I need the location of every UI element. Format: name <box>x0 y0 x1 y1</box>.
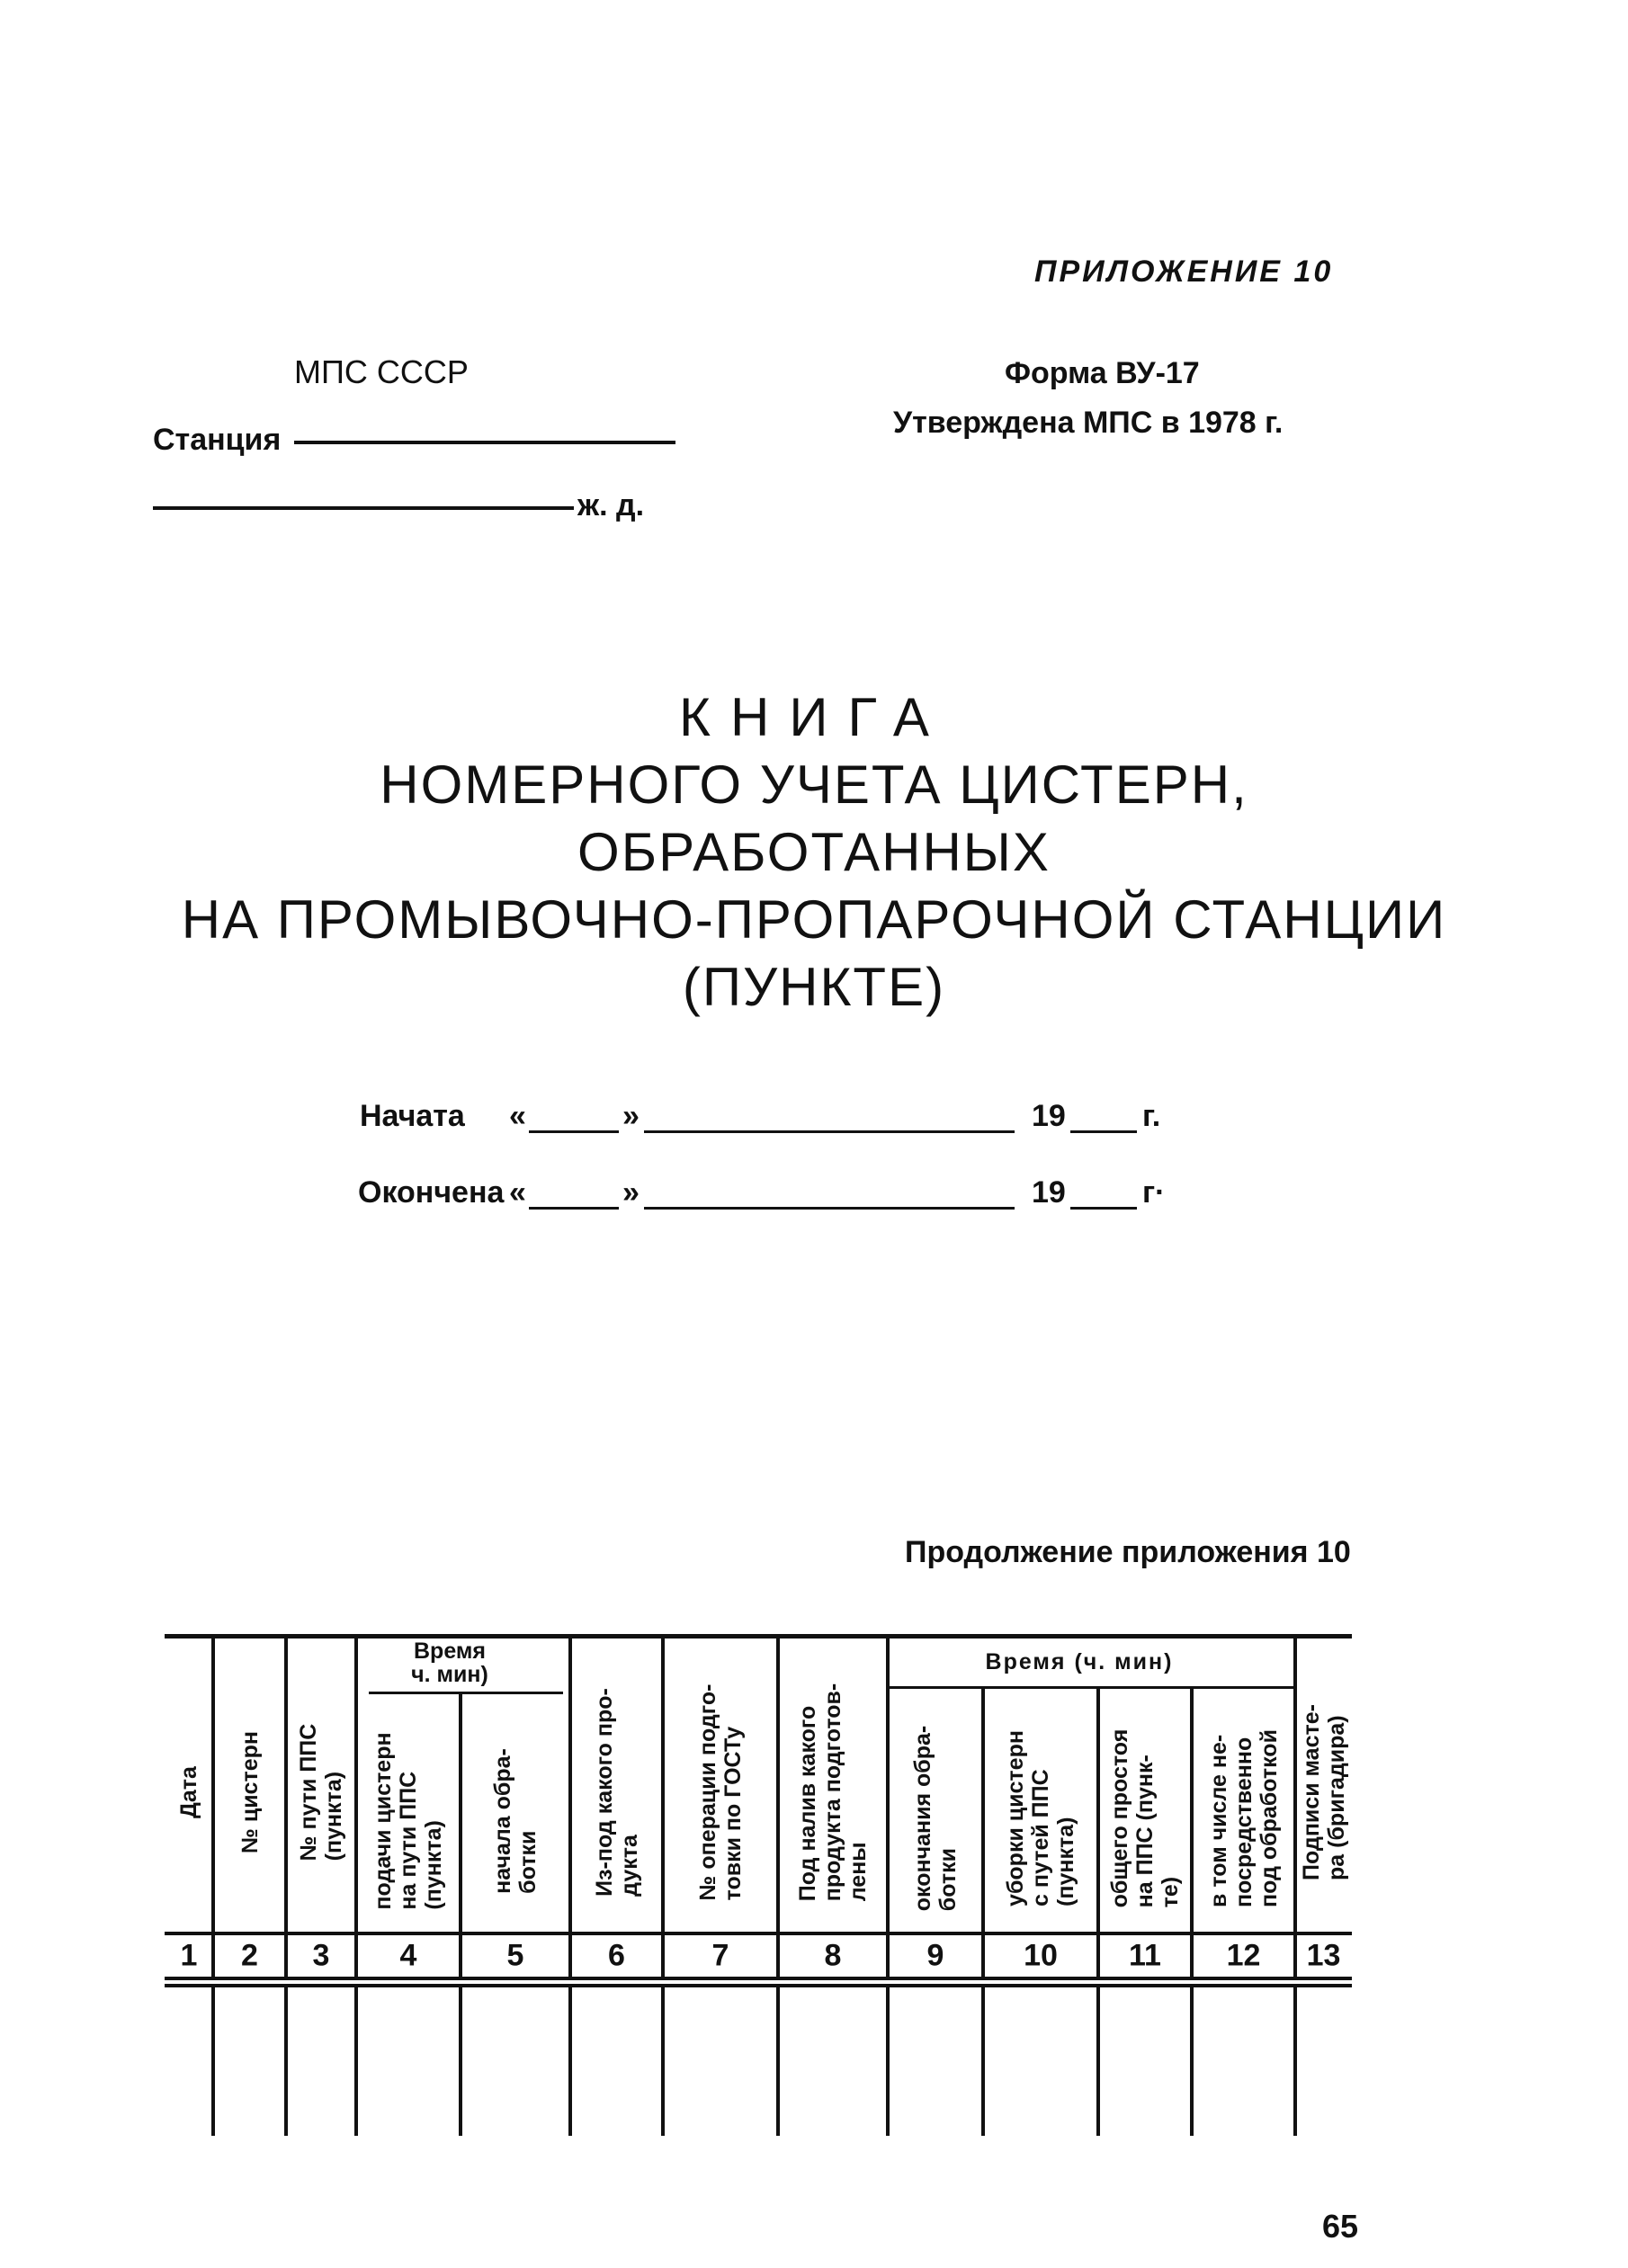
column-header-line: под обработкой <box>1256 1728 1282 1907</box>
column-header-5 <box>490 1748 541 1894</box>
title-line-5: (ПУНКТЕ) <box>682 957 946 1017</box>
column-separator-header <box>354 1634 358 1932</box>
column-number-2: 2 <box>241 1938 258 1973</box>
column-separator-header <box>568 1634 572 1932</box>
column-header-line: дукта <box>616 1834 642 1897</box>
column-number-3: 3 <box>312 1938 330 1973</box>
column-separator-number <box>354 1933 358 1978</box>
column-separator-number <box>886 1933 890 1978</box>
time-group-1-header <box>411 1639 488 1686</box>
column-header-4 <box>371 1732 446 1909</box>
column-number-11: 11 <box>1129 1938 1161 1973</box>
column-separator-number <box>981 1933 985 1978</box>
finished-year-suffix: г· <box>1142 1175 1166 1210</box>
column-header-line: посредственно <box>1230 1737 1257 1907</box>
group2-rule <box>889 1686 1295 1689</box>
started-open-quote: « <box>509 1099 526 1133</box>
column-header-line: товки по ГОСТу <box>720 1726 746 1900</box>
column-header-line: № пути ППС <box>296 1723 321 1861</box>
table-body-cell[interactable] <box>463 1986 568 2136</box>
time-group-2-header: Время (ч. мин) <box>985 1649 1174 1674</box>
column-header-line: № операции подго- <box>695 1683 720 1900</box>
column-separator-header <box>211 1634 215 1932</box>
column-separator-body <box>886 1986 890 2136</box>
finished-close-quote: » <box>622 1175 640 1210</box>
table-body-cell[interactable] <box>890 1986 980 2136</box>
column-header-line: ботки <box>515 1830 541 1894</box>
finished-open-quote: « <box>509 1175 526 1210</box>
column-header-line: (пункта) <box>1053 1817 1078 1906</box>
column-header-line: Дата <box>176 1765 201 1818</box>
column-separator-body <box>1096 1986 1100 2136</box>
column-separator-header <box>1190 1686 1194 1932</box>
column-header-line: Под налив какого <box>795 1705 820 1901</box>
column-separator-header <box>776 1634 780 1932</box>
column-separator-number <box>1190 1933 1194 1978</box>
time-group-1-line-2: ч. мин) <box>411 1662 488 1687</box>
column-header-line: общего простоя <box>1107 1728 1132 1907</box>
column-header-line: на пути ППС <box>396 1771 421 1910</box>
column-header-line: начала обра- <box>490 1747 515 1894</box>
column-separator-number <box>1293 1933 1297 1978</box>
finished-year-prefix: 19 <box>1032 1175 1066 1210</box>
column-header-line: продукта подготов- <box>820 1683 845 1901</box>
column-number-1: 1 <box>180 1938 198 1973</box>
column-separator-body <box>568 1986 572 2136</box>
column-number-6: 6 <box>608 1938 625 1973</box>
column-separator-header <box>1096 1686 1100 1932</box>
column-header-line: (пункта) <box>421 1819 446 1910</box>
column-separator-number <box>776 1933 780 1978</box>
table-body-cell[interactable] <box>1298 1986 1349 2136</box>
column-header-9 <box>910 1725 961 1910</box>
column-separator-body <box>776 1986 780 2136</box>
column-header-line: № цистерн <box>237 1730 263 1853</box>
column-header-2 <box>237 1731 263 1853</box>
column-number-5: 5 <box>506 1938 524 1973</box>
column-separator-header <box>661 1634 665 1932</box>
column-header-line: (пункта) <box>321 1771 346 1861</box>
railway-label: ж. д. <box>577 488 645 522</box>
column-separator-body <box>284 1986 288 2136</box>
column-separator-number <box>1096 1933 1100 1978</box>
table-top-rule <box>165 1634 1352 1638</box>
column-header-line: окончания обра- <box>910 1725 935 1911</box>
page-number: 65 <box>1322 2208 1359 2245</box>
column-separator-header <box>284 1634 288 1932</box>
column-separator-number <box>568 1933 572 1978</box>
column-header-line: Подписи масте- <box>1298 1703 1324 1880</box>
table-body-cell[interactable] <box>1194 1986 1293 2136</box>
column-number-8: 8 <box>824 1938 842 1973</box>
column-header-line: ботки <box>935 1847 961 1911</box>
title-line-2: НОМЕРНОГО УЧЕТА ЦИСТЕРН, <box>380 755 1248 815</box>
column-separator-header <box>1293 1634 1297 1932</box>
numbers-bottom-rule-1 <box>165 1977 1352 1980</box>
table-body-cell[interactable] <box>781 1986 885 2136</box>
column-header-1 <box>176 1766 201 1818</box>
table-body-cell[interactable] <box>289 1986 353 2136</box>
column-number-10: 10 <box>1024 1938 1058 1973</box>
column-header-line: те) <box>1158 1876 1183 1907</box>
continuation-label: Продолжение приложения 10 <box>905 1535 1351 1569</box>
column-separator-number <box>211 1933 215 1978</box>
column-header-line: ра (бригадира) <box>1323 1714 1349 1880</box>
started-label: Начата <box>360 1099 465 1133</box>
column-header-11 <box>1107 1728 1183 1907</box>
column-header-7 <box>695 1683 746 1900</box>
column-header-13 <box>1299 1704 1349 1880</box>
column-separator-body <box>354 1986 358 2136</box>
table-body-cell[interactable] <box>666 1986 775 2136</box>
column-header-3 <box>296 1723 346 1861</box>
station-label: Станция <box>153 423 282 457</box>
header-bottom-rule <box>165 1932 1352 1935</box>
column-number-9: 9 <box>926 1938 944 1973</box>
column-number-4: 4 <box>399 1938 417 1973</box>
column-separator-header <box>886 1634 890 1932</box>
appendix-label: ПРИЛОЖЕНИЕ 10 <box>1034 254 1334 289</box>
table-body-cell[interactable] <box>167 1986 210 2136</box>
form-name: Форма ВУ-17 <box>1005 356 1200 390</box>
column-separator-body <box>1190 1986 1194 2136</box>
group1-rule <box>369 1692 563 1694</box>
title-line-1: КНИГА <box>679 687 949 747</box>
column-separator-body <box>981 1986 985 2136</box>
column-header-line: уборки цистерн <box>1003 1729 1028 1906</box>
table-body-cell[interactable] <box>359 1986 458 2136</box>
column-header-10 <box>1003 1730 1078 1906</box>
table-body-cell[interactable] <box>573 1986 660 2136</box>
finished-label: Окончена <box>358 1175 505 1210</box>
table-body-cell[interactable] <box>986 1986 1096 2136</box>
column-separator-body <box>459 1986 462 2136</box>
column-header-line: подачи цистерн <box>371 1731 396 1910</box>
column-header-8 <box>795 1683 871 1901</box>
column-number-13: 13 <box>1306 1938 1341 1973</box>
title-line-4: НА ПРОМЫВОЧНО-ПРОПАРОЧНОЙ СТАНЦИИ <box>181 889 1447 950</box>
started-year-suffix: г. <box>1142 1099 1161 1133</box>
form-approved: Утверждена МПС в 1978 г. <box>893 406 1284 440</box>
started-year-prefix: 19 <box>1032 1099 1066 1133</box>
column-separator-number <box>284 1933 288 1978</box>
column-separator-header <box>981 1686 985 1932</box>
column-number-12: 12 <box>1226 1938 1261 1973</box>
column-header-12 <box>1206 1729 1282 1907</box>
column-separator-body <box>1293 1986 1297 2136</box>
column-header-6 <box>592 1688 642 1897</box>
column-header-line: в том числе не- <box>1205 1734 1231 1907</box>
column-separator-header <box>459 1692 462 1932</box>
column-separator-number <box>661 1933 665 1978</box>
column-separator-body <box>211 1986 215 2136</box>
column-separator-body <box>661 1986 665 2136</box>
column-separator-number <box>459 1933 462 1978</box>
column-header-line: на ППС (пунк- <box>1132 1754 1158 1907</box>
table-body-cell[interactable] <box>216 1986 283 2136</box>
table-body-cell[interactable] <box>1101 1986 1189 2136</box>
ministry-label: МПС СССР <box>294 353 469 390</box>
started-close-quote: » <box>622 1099 640 1133</box>
column-header-line: с путей ППС <box>1028 1768 1053 1906</box>
column-header-line: лены <box>845 1841 871 1901</box>
column-header-line: Из-под какого про- <box>591 1687 617 1897</box>
column-number-7: 7 <box>711 1938 729 1973</box>
title-line-3: ОБРАБОТАННЫХ <box>577 822 1051 882</box>
time-group-1-line-1: Время <box>414 1638 486 1664</box>
